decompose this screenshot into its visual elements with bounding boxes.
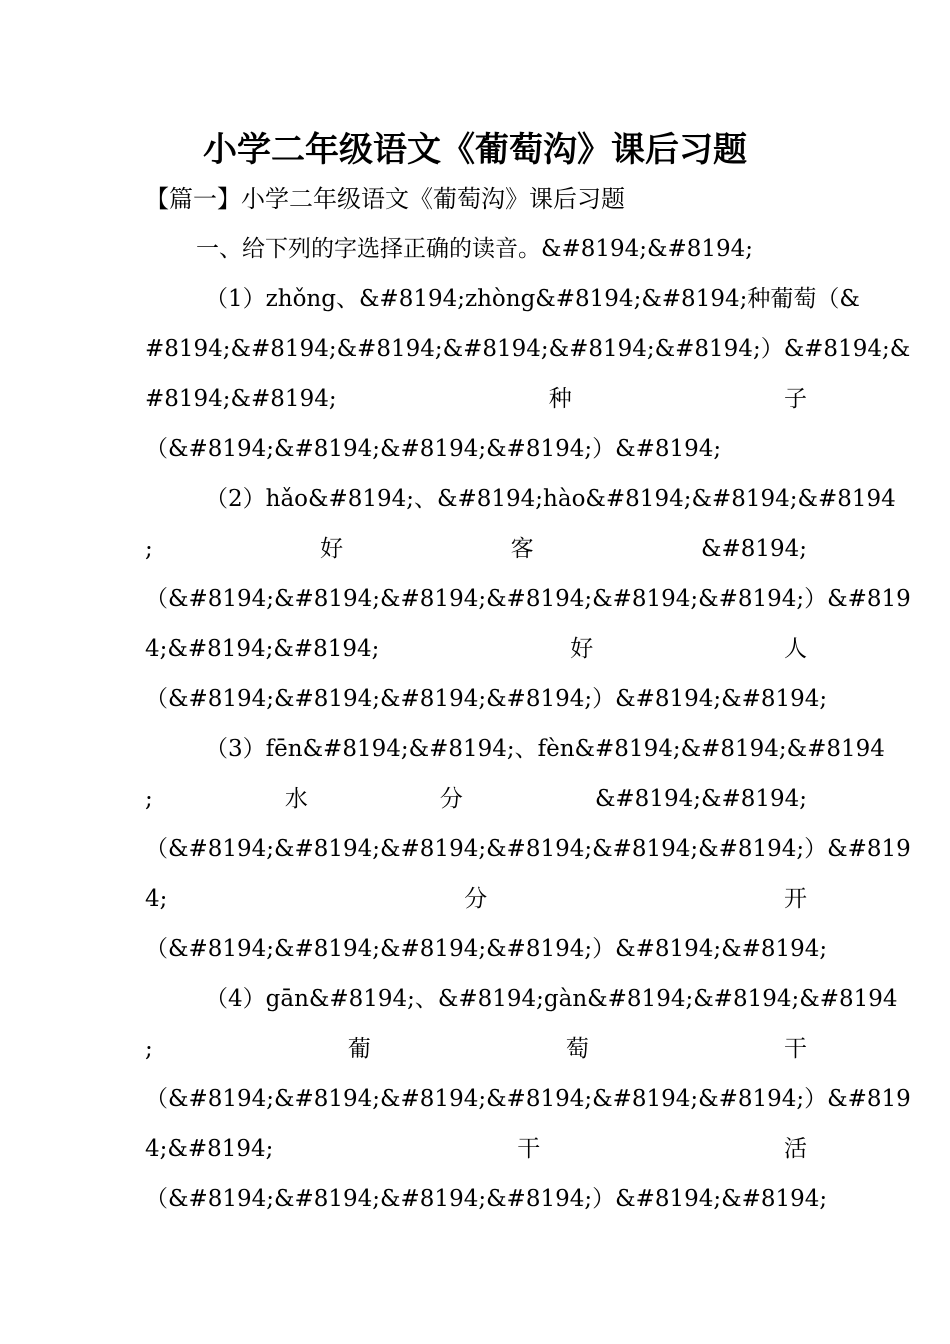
token: 活	[783, 1136, 807, 1162]
token: 开	[783, 886, 807, 912]
item-3-line-5: （&#8194;&#8194;&#8194;&#8194;）&#8194;&#8194;	[145, 936, 828, 962]
token: ;	[145, 536, 153, 562]
token: 萄	[565, 1036, 589, 1062]
item-2-line-2	[145, 532, 807, 566]
token: &#8194;	[700, 536, 807, 562]
item-1-line-2: #8194;&#8194;&#8194;&#8194;&#8194;&#8194;）&#8194;&	[145, 336, 911, 362]
token: 人	[784, 636, 807, 662]
token: 4;&#8194;	[145, 1136, 274, 1162]
item-4-line-5: （&#8194;&#8194;&#8194;&#8194;）&#8194;&#8194;	[145, 1186, 828, 1212]
item-4-line-2	[145, 1032, 807, 1066]
token: #8194;&#8194;	[145, 386, 337, 412]
item-1-line-3	[145, 382, 807, 416]
item-4-line-4	[145, 1132, 807, 1166]
token: 分	[464, 886, 488, 912]
item-2-line-4	[145, 632, 807, 666]
item-4-line-3: （&#8194;&#8194;&#8194;&#8194;&#8194;&#8194;）&#819	[145, 1086, 911, 1112]
token: 干	[517, 1136, 541, 1162]
token: ;	[145, 786, 153, 812]
item-2-line-5: （&#8194;&#8194;&#8194;&#8194;）&#8194;&#8194;	[145, 686, 828, 712]
item-2-line-3: （&#8194;&#8194;&#8194;&#8194;&#8194;&#8194;）&#819	[145, 586, 911, 612]
token: 水	[284, 786, 308, 812]
item-4-line-1: （4）gān&#8194;、&#8194;gàn&#8194;&#8194;&#8194	[205, 986, 898, 1012]
token: 4;&#8194;&#8194;	[145, 636, 380, 662]
item-1-line-4: （&#8194;&#8194;&#8194;&#8194;）&#8194;	[145, 436, 722, 462]
token: 子	[784, 386, 807, 412]
item-3-line-4	[145, 882, 807, 916]
token: 4;	[145, 886, 168, 912]
item-1-line-1: （1）zhǒng、&#8194;zhòng&#8194;&#8194;种葡萄（&	[205, 286, 860, 312]
item-3-line-3: （&#8194;&#8194;&#8194;&#8194;&#8194;&#8194;）&#819	[145, 836, 911, 862]
question-1: 一、给下列的字选择正确的读音。&#8194;&#8194;	[196, 236, 754, 262]
item-2-line-1: （2）hǎo&#8194;、&#8194;hào&#8194;&#8194;&#8194	[205, 486, 896, 512]
token: 分	[439, 786, 463, 812]
token: 葡	[347, 1036, 371, 1062]
page-title: 小学二年级语文《葡萄沟》课后习题	[203, 130, 747, 170]
item-3-line-1: （3）fēn&#8194;&#8194;、fèn&#8194;&#8194;&#8194	[205, 736, 885, 762]
token: 种	[548, 386, 572, 412]
token: 好	[320, 536, 344, 562]
item-3-line-2	[145, 782, 807, 816]
token: 好	[570, 636, 594, 662]
section-heading: 【篇一】小学二年级语文《葡萄沟》课后习题	[145, 185, 625, 213]
token: 干	[783, 1036, 807, 1062]
token: &#8194;&#8194;	[594, 786, 807, 812]
token: ;	[145, 1036, 153, 1062]
token: 客	[510, 536, 534, 562]
